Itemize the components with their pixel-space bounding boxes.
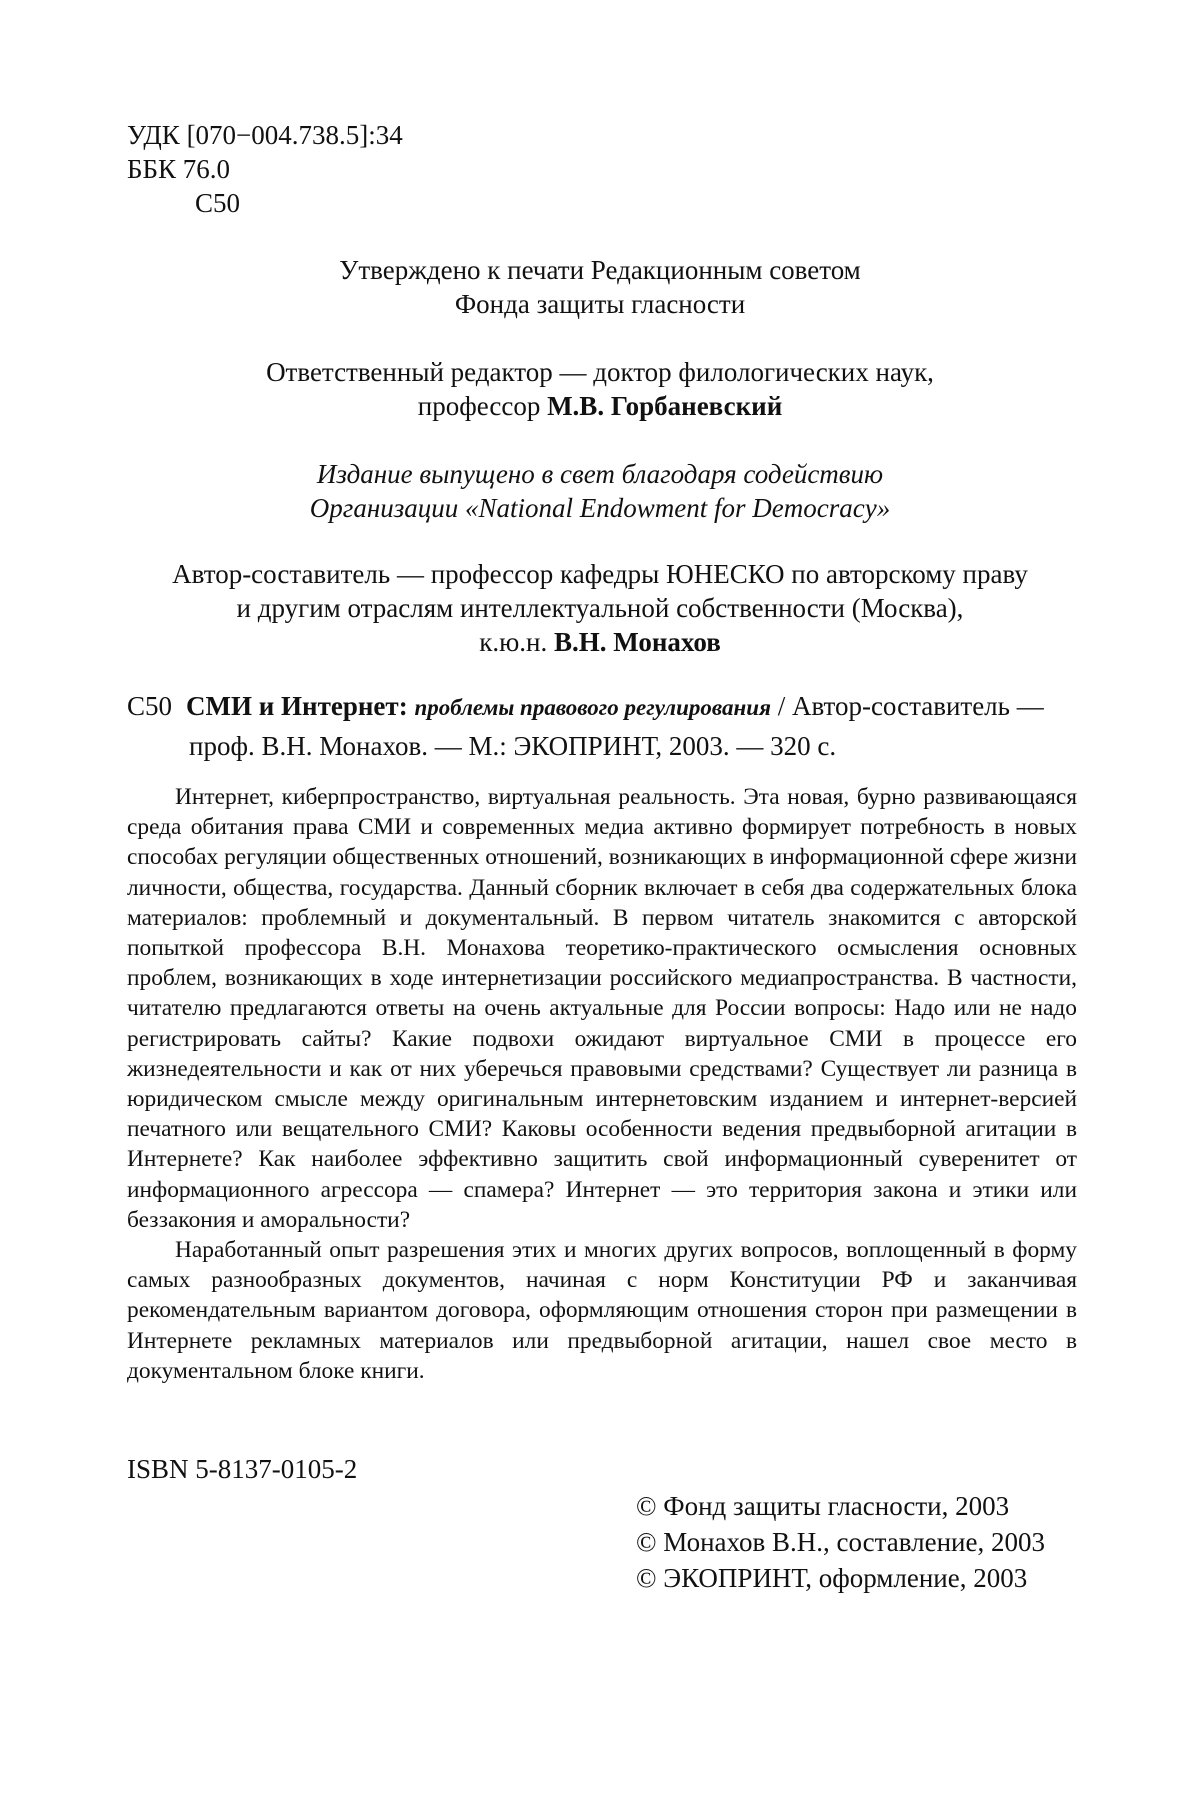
compiler-note bbox=[120, 557, 1080, 659]
udk-code: УДК [070−004.738.5]:34 bbox=[127, 120, 403, 150]
editor-name: М.В. Горбаневский bbox=[547, 391, 783, 421]
compiler-line-2: и другим отраслям интеллектуальной собственности (Москва), bbox=[236, 593, 964, 623]
bbk-code: ББК 76.0 bbox=[127, 154, 231, 184]
compiler-line-1: Автор-составитель — профессор кафедры ЮНЕСКО по авторскому праву bbox=[172, 559, 1028, 589]
publication-line-1: Издание выпущено в свет благодаря содействию bbox=[316, 459, 884, 489]
editor-line-2 bbox=[120, 389, 1080, 423]
classification-codes bbox=[127, 118, 403, 220]
compiler-name: В.Н. Монахов bbox=[553, 627, 721, 657]
abstract-paragraph-1: Интернет, киберпространство, виртуальная реальность. Эта новая, бурно развивающаяся среда обитания права СМИ и современных медиа активно формирует потребность в новых способах регуляции общественных отношений, возникающих в информационной сфере жизни личности, общества, государства. Данный сборник включает в себя два содержательных блока материалов: проблемный и документальный. В первом читатель знакомится с авторской попыткой профессора В.Н. Монахова теоретико-практического осмысления основных проблем, возникающих в ходе интернетизации российского медиапространства. В частности, читателю предлагаются ответы на очень актуальные для России вопросы: Надо или не надо регистрировать сайты? Какие подвохи ожидают виртуальное СМИ в процессе его жизнедеятельности и как от них уберечься правовыми средствами? Существует ли разница в юридическом смысле между оригинальным интернетовским изданием и интернет-версией печатного или вещательного СМИ? Каковы особенности ведения предвыборной агитации в Интернете? Как наиболее эффективно защитить свой информационный суверенитет от информационного агрессора — спамера? Интернет — это территория закона и этики или беззакония и аморальности? bbox=[127, 784, 1077, 1233]
editor-title: профессор bbox=[417, 391, 548, 421]
abstract-paragraph-2: Наработанный опыт разрешения этих и многих других вопросов, воплощенный в форму самых разнообразных документов, начиная с норм Конституции РФ и заканчивая рекомендательным вариантом договора, оформляющим отношения сторон при размещении в Интернете рекламных материалов или предвыборной агитации, нашел свое место в документальном блоке книги. bbox=[127, 1237, 1077, 1384]
approval-line-1: Утверждено к печати Редакционным советом bbox=[339, 255, 861, 285]
copyright-line: © Фонд защиты гласности, 2003 bbox=[636, 1491, 1010, 1521]
copyright-line: © ЭКОПРИНТ, оформление, 2003 bbox=[636, 1563, 1028, 1593]
editor-line-1: Ответственный редактор — доктор филологических наук, bbox=[266, 357, 934, 387]
copyright-line: © Монахов В.Н., составление, 2003 bbox=[636, 1527, 1045, 1557]
abstract bbox=[127, 782, 1077, 1386]
isbn: ISBN 5-8137-0105-2 bbox=[127, 1454, 358, 1484]
bib-line-1 bbox=[127, 687, 1077, 727]
bib-tail: / Автор-составитель — bbox=[770, 691, 1044, 721]
book-title: СМИ и Интернет bbox=[186, 691, 399, 721]
publication-note bbox=[120, 457, 1080, 525]
publication-line-2: Организации «National Endowment for Democracy» bbox=[309, 493, 891, 523]
book-subtitle: проблемы правового регулирования bbox=[414, 695, 771, 720]
approval-line-2: Фонда защиты гласности bbox=[454, 289, 746, 319]
compiler-degree: к.ю.н. bbox=[479, 627, 554, 657]
approval-note bbox=[120, 253, 1080, 321]
bibliographic-entry bbox=[127, 687, 1077, 765]
copyright-block bbox=[636, 1488, 1045, 1596]
title-separator: : bbox=[398, 691, 415, 721]
compiler-line-3 bbox=[120, 625, 1080, 659]
bib-index: С50 bbox=[127, 691, 173, 721]
author-mark: С50 bbox=[195, 188, 241, 218]
bib-line-2: проф. В.Н. Монахов. — М.: ЭКОПРИНТ, 2003. — 320 с. bbox=[189, 731, 837, 761]
responsible-editor bbox=[120, 355, 1080, 423]
